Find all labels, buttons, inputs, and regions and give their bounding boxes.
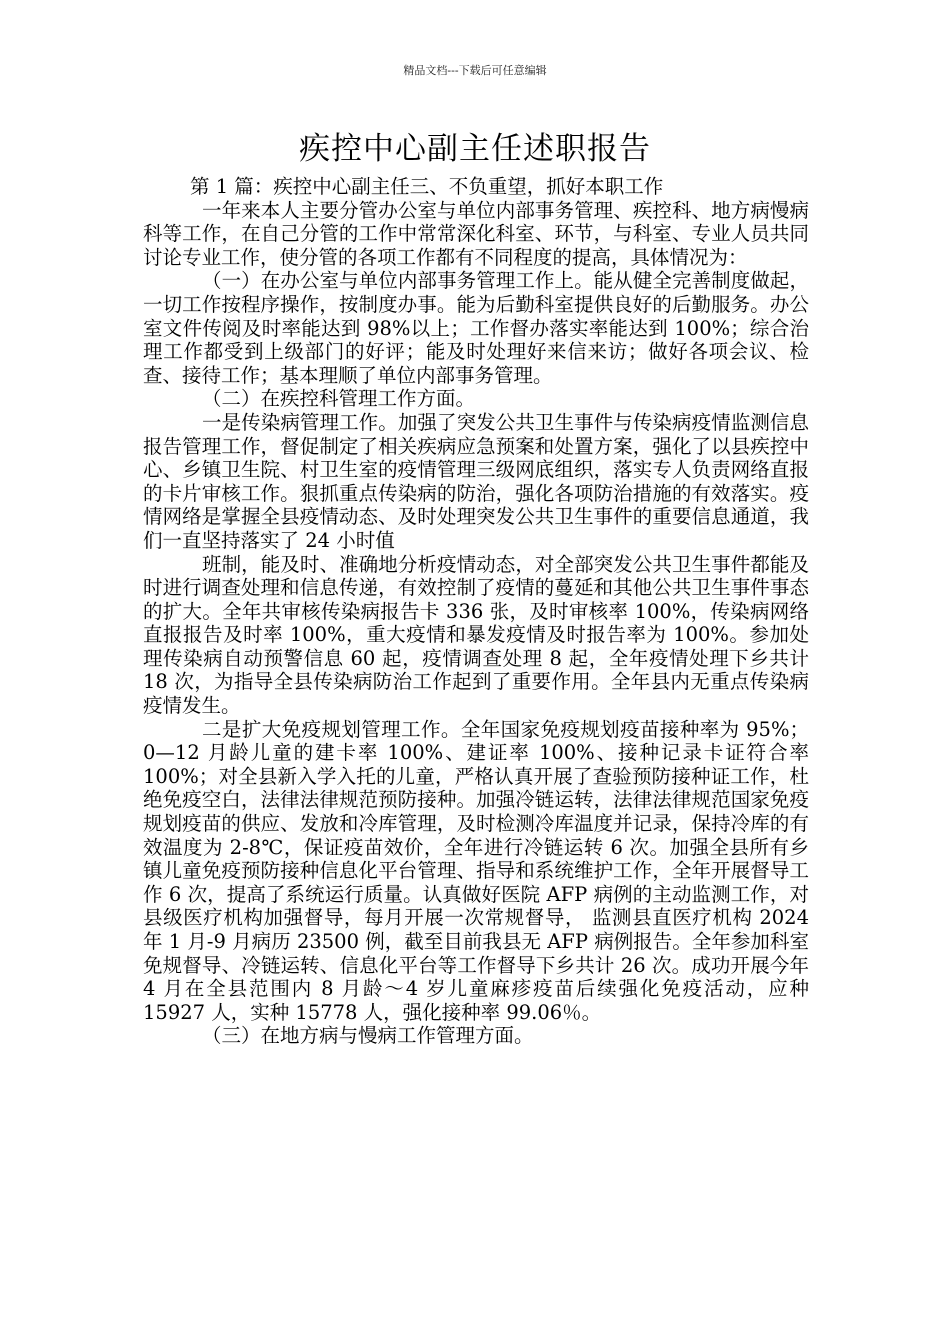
document-title: 疾控中心副主任述职报告 xyxy=(299,131,651,167)
paragraph-endemic-heading: （三）在地方病与慢病工作管理方面。 xyxy=(202,1024,534,1048)
paragraph-office-management: （一）在办公室与单位内部事务管理工作上。能从健全完善制度做起，一切工作按程序操作，按制度办事。能为后勤科室提供良好的后勤服务。办公室文件传阅及时率能达到 98%以上；工作督办落实率能达到 100%；综合治理工作都受到上级部门的好评；能及时处理好来信来访；做好各项会议、检查、接待工作；基本理顺了单位内部事务管理。 xyxy=(143,269,809,387)
page-header-note: 精品文档---下载后可任意编辑 xyxy=(403,64,547,77)
section-heading: 第 1 篇：疾控中心副主任三、不负重望，抓好本职工作 xyxy=(190,175,664,198)
paragraph-immunization: 二是扩大免疫规划管理工作。全年国家免疫规划疫苗接种率为 95%；0—12 月龄儿童的建卡率 100%、建证率 100%、接种记录卡证符合率 100%；对全县新入学入托的儿童，严格认真开展了查验预防接种证工作，杜绝免疫空白，法律法律规范预防接种。加强冷链运转，法律法律规范国家免疫规划疫苗的供应、发放和冷库管理，及时检测冷库温度并记录，保持冷库的有效温度为 2-8℃，保证疫苗效价，全年进行冷链运转 6 次。加强全县所有乡镇儿童免疫预防接种信息化平台管理、指导和系统维护工作，全年开展督导工作 6 次，提高了系统运行质量。认真做好医院 AFP 病例的主动监测工作，对县级医疗机构加强督导，每月开展一次常规督导， 监测县直医疗机构 2024 年 1 月-9 月病历 23500 例，截至目前我县无 AFP 病例报告。全年参加科室免规督导、冷链运转、信息化平台等工作督导下乡共计 26 次。成功开展今年 4 月在全县范围内 8 月龄～4 岁儿童麻疹疫苗后续强化免疫活动，应种 15927 人，实种 15778 人，强化接种率 99.06％。 xyxy=(143,717,809,1024)
paragraph-intro: 一年来本人主要分管办公室与单位内部事务管理、疾控科、地方病慢病科等工作，在自己分管的工作中常常深化科室、环节，与科室、专业人员共同讨论专业工作，使分管的各项工作都有不同程度的提高，具体情况为： xyxy=(143,198,809,269)
paragraph-infectious-disease: 一是传染病管理工作。加强了突发公共卫生事件与传染病疫情监测信息报告管理工作，督促制定了相关疾病应急预案和处置方案，强化了以县疾控中心、乡镇卫生院、村卫生室的疫情管理三级网底组织，落实专人负责网络直报的卡片审核工作。狠抓重点传染病的防治，强化各项防治措施的有效落实。疫情网络是掌握全县疫情动态、及时处理突发公共卫生事件的重要信息通道，我们一直坚持落实了 24 小时值 xyxy=(143,410,809,552)
paragraph-cdc-heading: （二）在疾控科管理工作方面。 xyxy=(202,387,476,411)
document-body xyxy=(143,175,809,1048)
paragraph-duty-system: 班制，能及时、准确地分析疫情动态，对全部突发公共卫生事件都能及时进行调查处理和信息传递，有效控制了疫情的蔓延和其他公共卫生事件事态的扩大。全年共审核传染病报告卡 336 张，及时审核率 100%，传染病网络直报报告及时率 100%，重大疫情和暴发疫情及时报告率为 100%。参加处理传染病自动预警信息 60 起，疫情调查处理 8 起，全年疫情处理下乡共计 18 次，为指导全县传染病防治工作起到了重要作用。全年县内无重点传染病疫情发生。 xyxy=(143,552,809,718)
